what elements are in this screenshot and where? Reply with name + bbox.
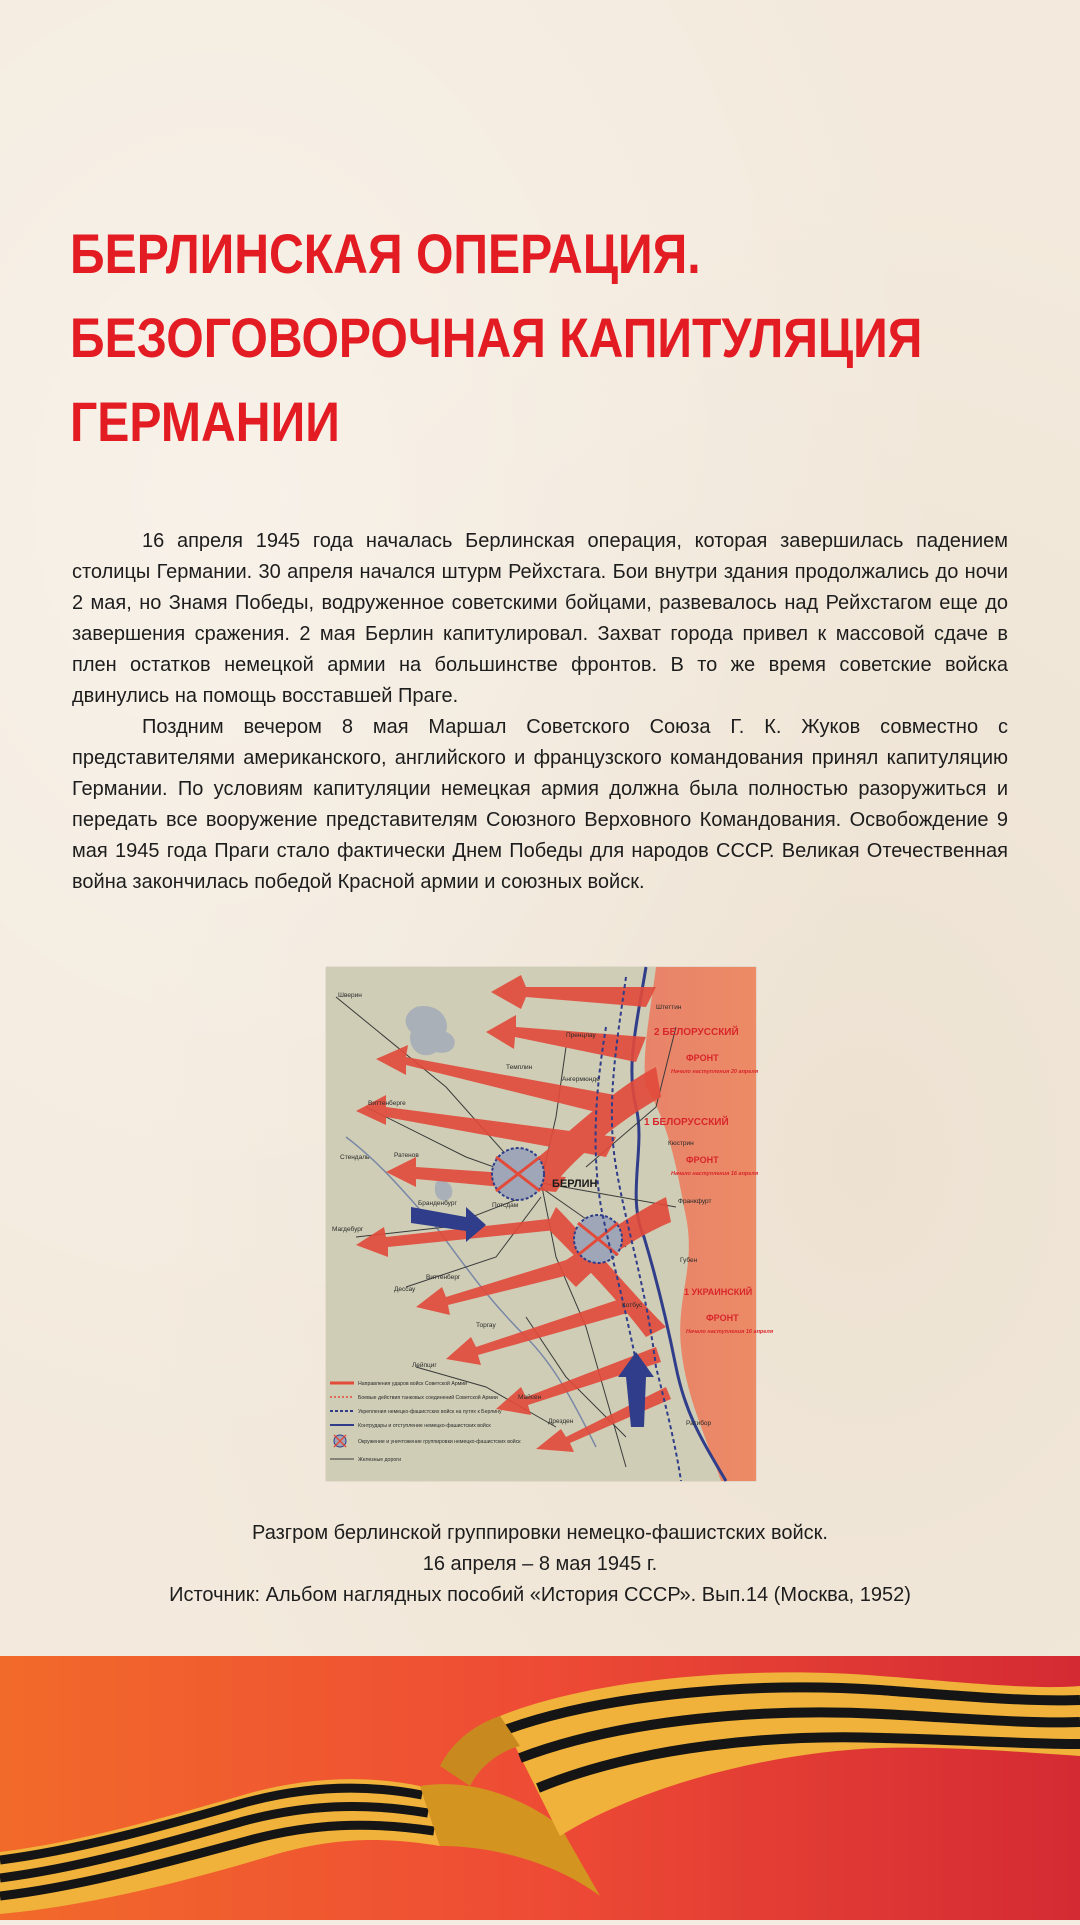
front-2-name: 1 БЕЛОРУССКИЙ — [644, 1117, 729, 1128]
legend-item: Контрудары и отступление немецко-фашистских войск — [358, 1423, 491, 1429]
front-1-note: Начало наступления 20 апреля — [671, 1069, 759, 1075]
page-title — [70, 212, 923, 464]
front-1-word: ФРОНТ — [686, 1053, 719, 1063]
city-label: Бранденбург — [418, 1200, 457, 1207]
front-1-name: 2 БЕЛОРУССКИЙ — [654, 1027, 739, 1038]
caption-line-1: Разгром берлинской группировки немецко-фашистских войск. — [252, 1522, 828, 1544]
city-label: Франкфурт — [678, 1198, 712, 1205]
city-label: Майсен — [518, 1394, 542, 1401]
city-label: Дессау — [394, 1286, 416, 1293]
legend-item: Железные дороги — [358, 1457, 402, 1463]
front-2-word: ФРОНТ — [686, 1155, 719, 1165]
city-label: Ангермюнде — [562, 1076, 600, 1083]
footer-banner — [0, 1656, 1080, 1920]
city-label: Магдебург — [332, 1226, 364, 1233]
city-label: Пренцлау — [566, 1032, 596, 1039]
legend-item: Направления ударов войск Советской Армии — [358, 1381, 468, 1387]
caption-source: Источник: Альбом наглядных пособий «История СССР». Вып.14 (Москва, 1952) — [169, 1584, 911, 1606]
legend-item: Боевые действия танковых соединений Советской Армии — [358, 1395, 498, 1401]
st-george-ribbon — [0, 1656, 1080, 1920]
title-line-3: ГЕРМАНИИ — [70, 390, 340, 453]
city-label: Виттенберге — [368, 1100, 406, 1107]
title-line-1: БЕРЛИНСКАЯ ОПЕРАЦИЯ. — [70, 222, 701, 285]
front-3-name: 1 УКРАИНСКИЙ — [684, 1287, 753, 1297]
caption-line-2: 16 апреля – 8 мая 1945 г. — [422, 1553, 658, 1575]
city-label: Темплин — [506, 1064, 533, 1071]
front-2-note: Начало наступления 16 апреля — [671, 1171, 759, 1177]
front-3-note: Начало наступления 16 апреля — [686, 1329, 774, 1335]
map-graphic — [326, 967, 774, 1481]
city-label: Штеттин — [656, 1004, 682, 1011]
city-label: Торгау — [476, 1322, 496, 1329]
berlin-label: БЕРЛИН — [552, 1178, 598, 1190]
city-label: Виттенберг — [426, 1274, 461, 1281]
berlin-operation-map — [326, 967, 774, 1481]
city-label: Ратенов — [394, 1152, 419, 1159]
legend-item: Укрепления немецко-фашистских войск на путях к Берлину — [358, 1409, 502, 1415]
map-caption — [90, 1518, 990, 1611]
city-label: Котбус — [622, 1302, 643, 1309]
city-label: Лейпциг — [412, 1362, 437, 1369]
legend-item: Окружение и уничтожение группировки немецко-фашистских войск — [358, 1439, 521, 1445]
city-label: Кюстрин — [668, 1140, 694, 1147]
city-label: Дрезден — [548, 1418, 574, 1425]
paragraph-1: 16 апреля 1945 года началась Берлинская операция, которая завершилась падением столицы Германии. 30 апреля начался штурм Рейхстага. Бои внутри здания продолжались до ночи 2 мая, но Знамя Победы, водруженное советскими бойцами, развевалось над Рейхстагом еще до завершения сражения. 2 мая Берлин капитулировал. Захват города привел к массовой сдаче в плен остатков немецкой армии на большинстве фронтов. В то же время советские войска двинулись на помощь восставшей Праге. — [72, 530, 1008, 707]
ribbon-left — [0, 1779, 440, 1914]
city-label: Шверин — [338, 992, 362, 999]
front-3-word: ФРОНТ — [706, 1313, 739, 1323]
city-label: Ратибор — [686, 1420, 712, 1427]
title-line-2: БЕЗОГОВОРОЧНАЯ КАПИТУЛЯЦИЯ — [70, 306, 923, 369]
article-body — [72, 526, 1008, 898]
ribbon-right — [500, 1672, 1080, 1836]
city-label: Губен — [680, 1257, 698, 1264]
city-label: Потсдам — [492, 1202, 519, 1209]
paragraph-2: Поздним вечером 8 мая Маршал Советского Союза Г. К. Жуков совместно с представителями американского, английского и французского командования принял капитуляцию Германии. По условиям капитуляции немецкая армия должна была полностью разоружиться и передать все вооружение представителям Союзного Верховного Командования. Освобождение 9 мая 1945 года Праги стало фактически Днем Победы для народов СССР. Великая Отечественная война закончилась победой Красной армии и союзных войск. — [72, 716, 1008, 893]
city-label: Стендаль — [340, 1154, 370, 1161]
